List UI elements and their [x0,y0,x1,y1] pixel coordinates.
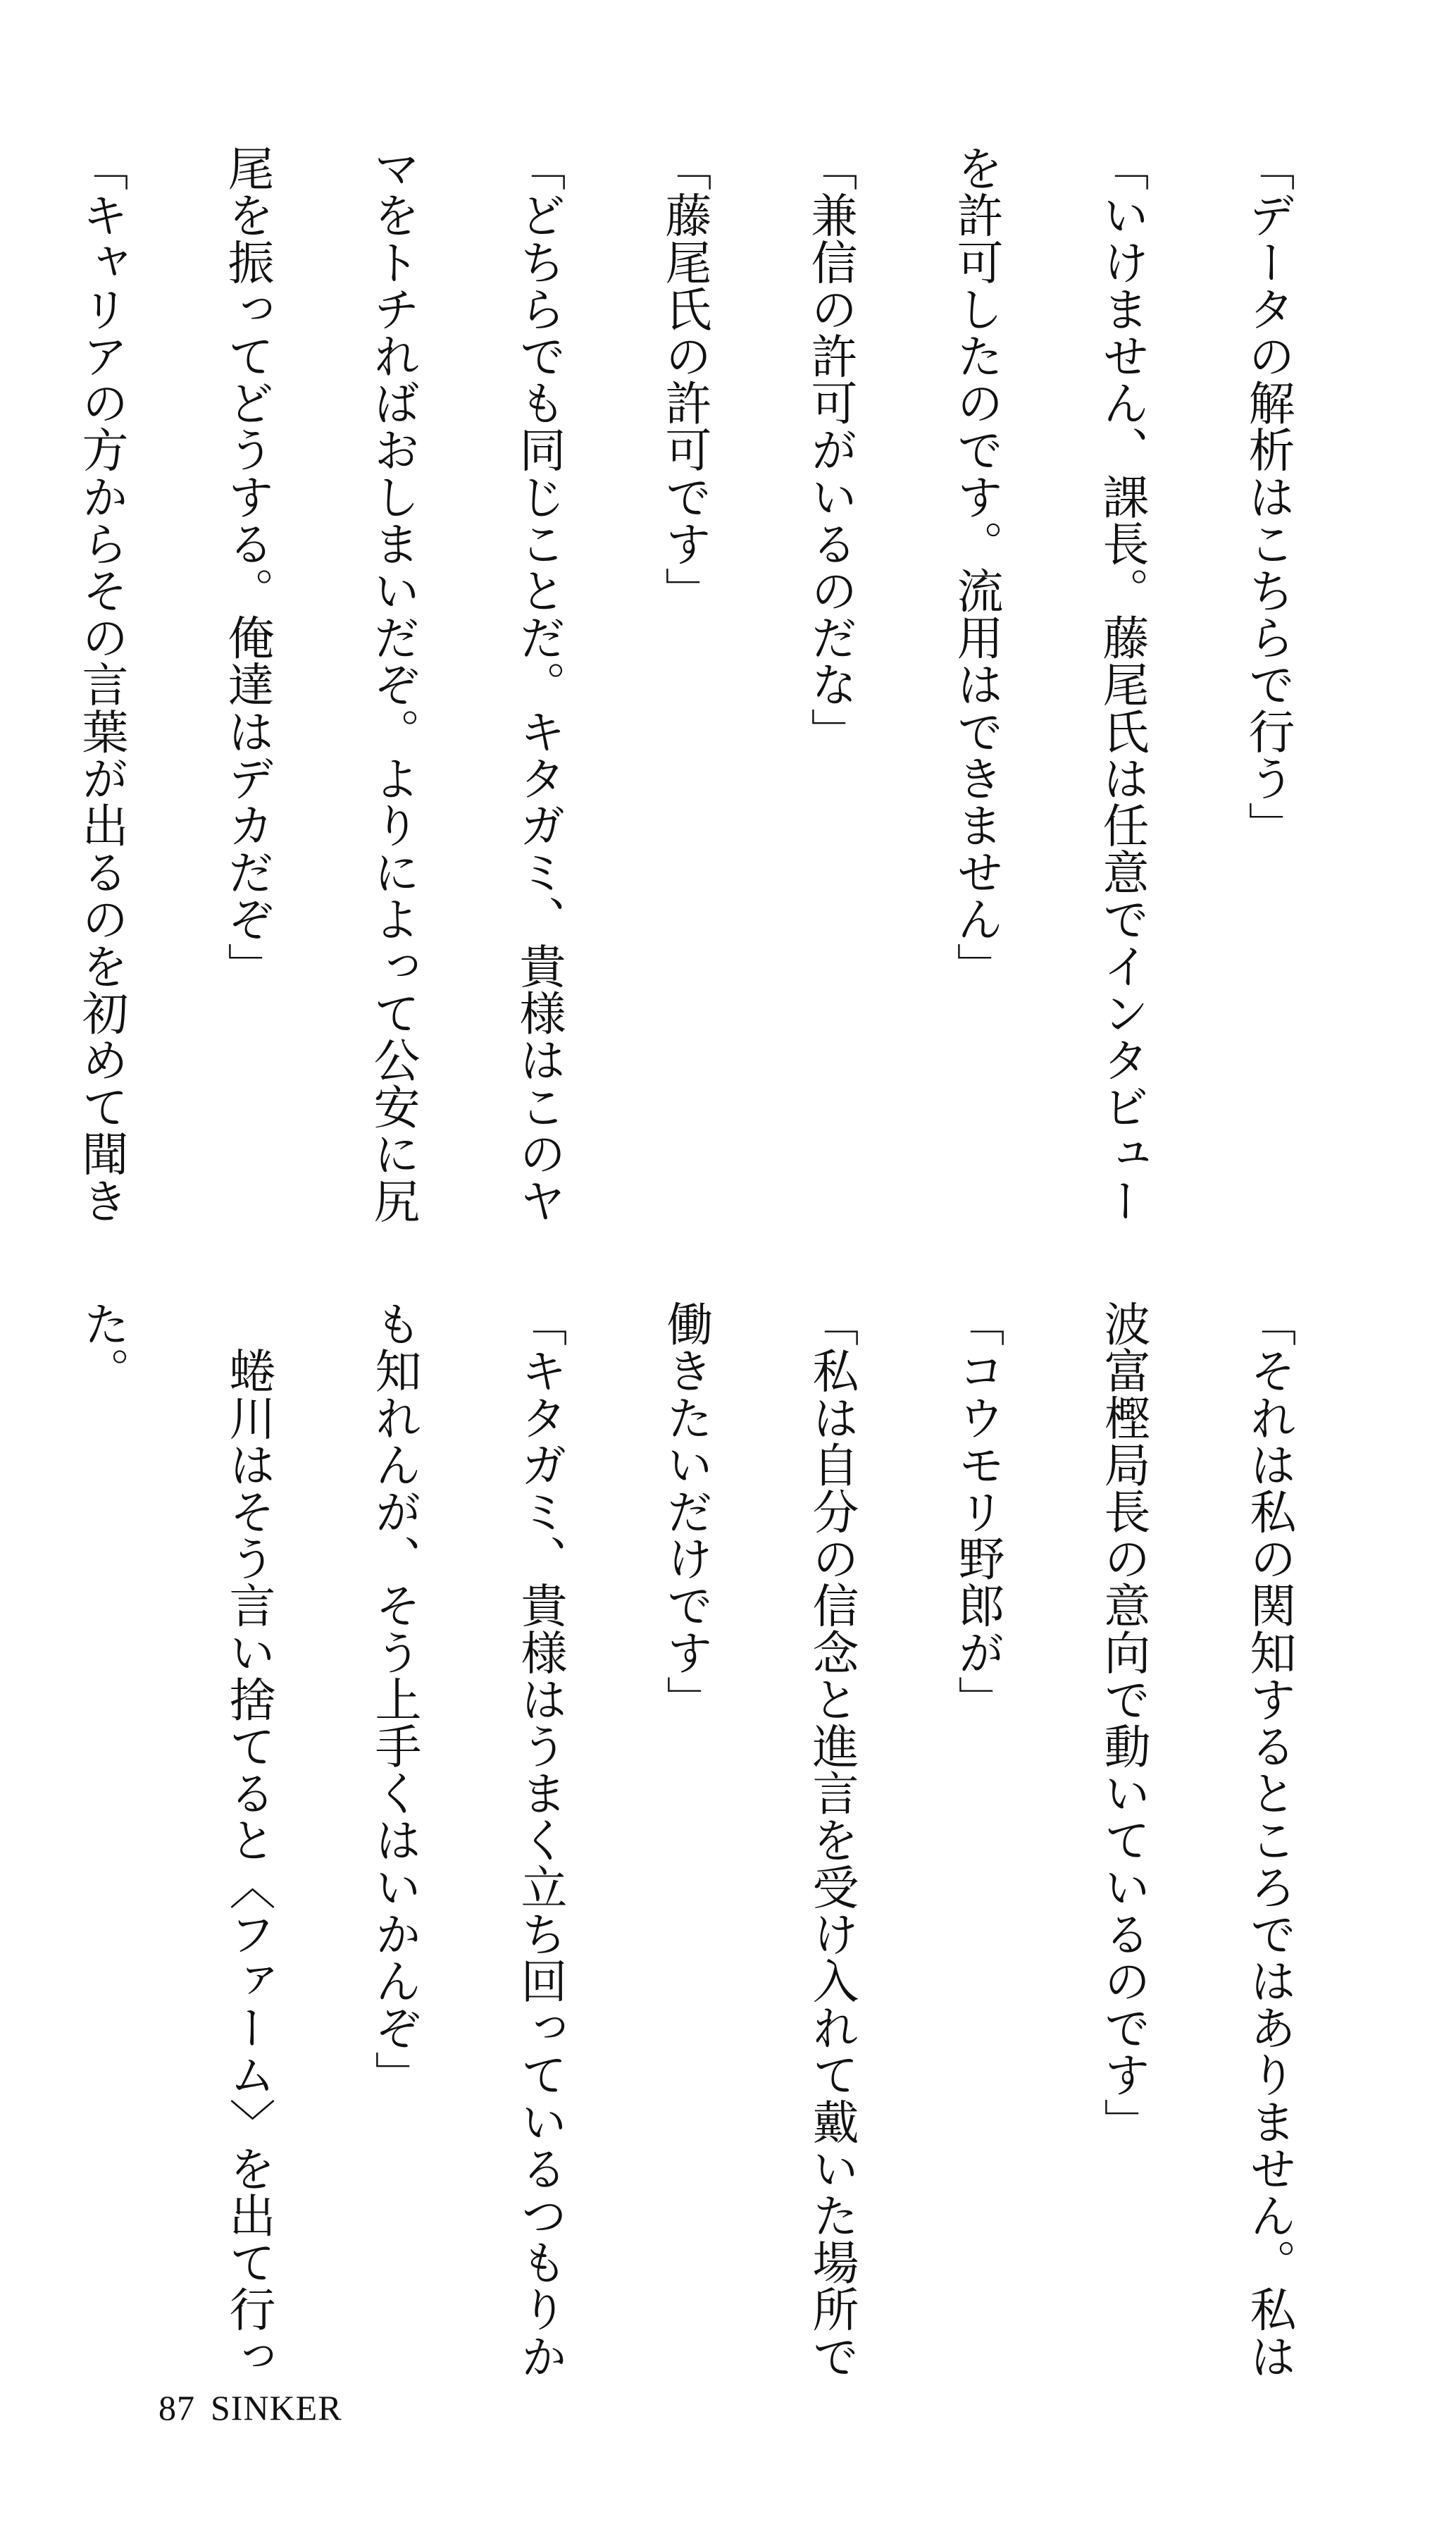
running-title: SINKER [211,2388,342,2427]
page-number: 87 [158,2388,195,2427]
text-line: 「データの解析はこちらで行う」 [1240,144,1295,848]
text-line: 「どちらでも同じことだ。キタガミ、貴様はこのヤ [511,144,566,1224]
text-line: 波富樫局長の意向で動いているのです」 [1096,1300,1150,2145]
bottom-text-block [75,1300,1342,2380]
text-line [0,144,28,1215]
text-line: 尾を振ってどうする。俺達はデカだぞ」 [220,144,274,989]
text-line: も知れんが、そう上手くはいかんぞ」 [367,1300,421,2098]
page-footer [158,2387,358,2428]
text-line: 「キャリアの方からその言葉が出るのを初めて聞き [74,144,128,1224]
top-text-block [74,144,1340,1224]
text-line: 「コウモリ野郎が」 [950,1300,1004,1723]
text-line: 「私は自分の信念と進言を受け入れて戴いた場所で [804,1300,859,2380]
text-line: マをトチればおしまいだぞ。よりによって公安に尻 [366,144,420,1224]
text-line: 蜷川はそう言い捨てると〈ファーム〉を出て行っ [221,1300,275,2380]
text-line: を許可したのです。流用はできません」 [949,144,1003,989]
text-line: た。 [75,1300,130,1394]
text-line: 「藤尾氏の許可です」 [657,144,711,614]
text-line: 働きたいだけです」 [659,1300,713,1723]
text-line: 「キタガミ、貴様はうまく立ち回っているつもりか [513,1300,567,2380]
text-line: 「いけません、課長。藤尾氏は任意でインタビュー [1095,144,1149,1224]
text-line: 「それは私の関知するところではありません。私は [1242,1300,1296,2380]
text-line [0,1300,30,2371]
text-line: 「兼信の許可がいるのだな」 [803,144,857,755]
